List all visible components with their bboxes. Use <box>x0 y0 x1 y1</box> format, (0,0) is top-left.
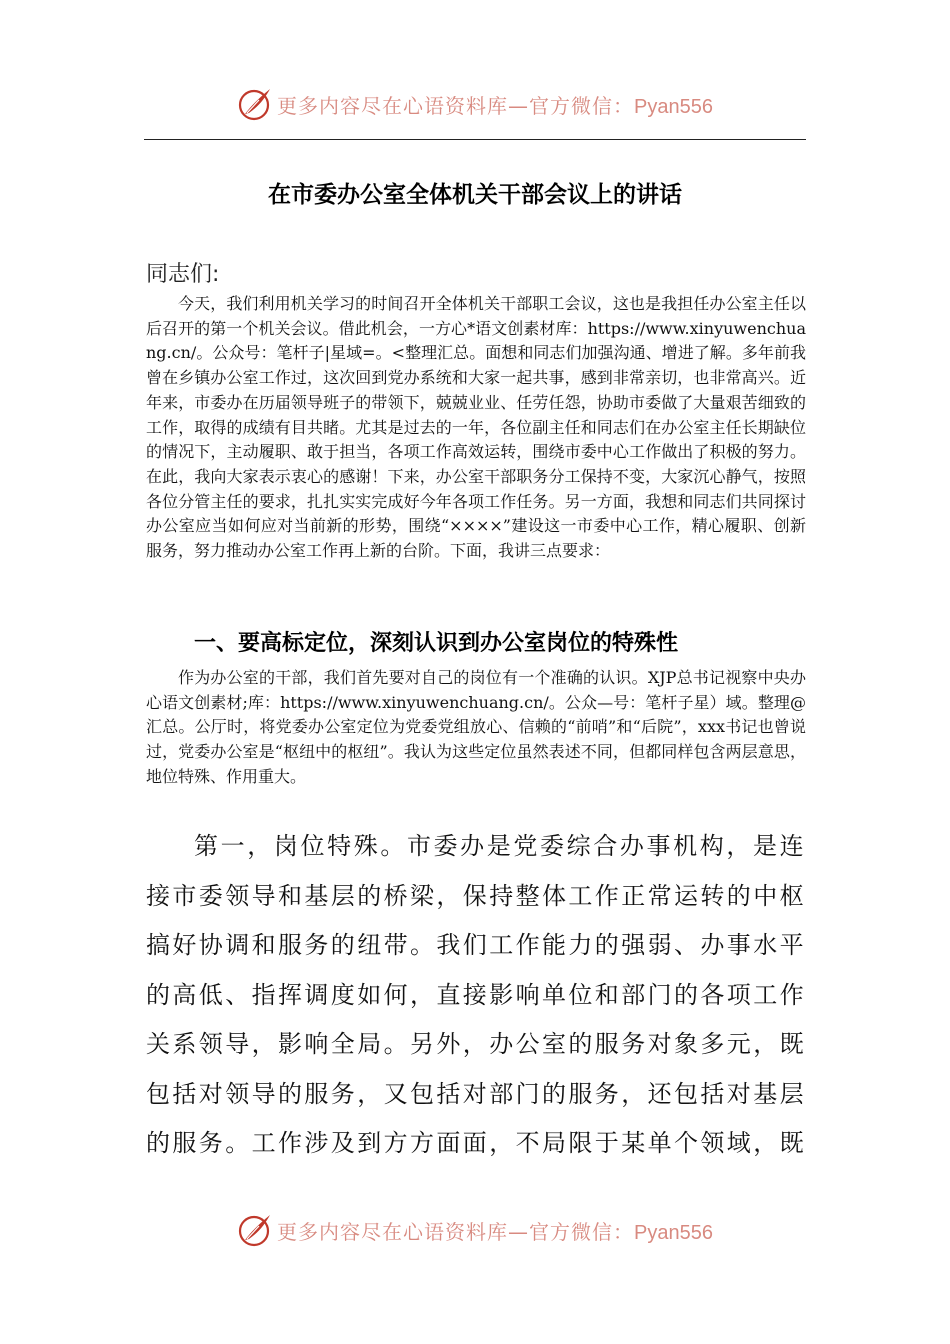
section-heading-1: 一、要高标定位，深刻认识到办公室岗位的特殊性 <box>194 631 679 656</box>
header-divider <box>144 139 806 140</box>
watermark-handle: Pyan556 <box>634 1221 713 1244</box>
document-title: 在市委办公室全体机关干部会议上的讲话 <box>268 182 682 208</box>
quill-pen-logo-icon <box>237 1212 273 1248</box>
watermark-text: 更多内容尽在心语资料库—官方微信：Pyan556 <box>277 93 713 118</box>
quill-pen-logo-icon <box>237 86 273 122</box>
greeting: 同志们: <box>146 262 220 287</box>
watermark-text: 更多内容尽在心语资料库—官方微信：Pyan556 <box>277 1219 713 1244</box>
watermark-banner-top <box>0 84 950 124</box>
watermark-handle: Pyan556 <box>634 95 713 118</box>
watermark-banner-bottom <box>0 1210 950 1250</box>
body-paragraph-3: 第一，岗位特殊。市委办是党委综合办事机构，是连接市委领导和基层的桥梁，保持整体工作正常运转的中枢搞好协调和服务的纽带。我们工作能力的强弱、办事水平的高低、指挥调度如何，直接影响单位和部门的各项工作关系领导，影响全局。另外，办公室的服务对象多元，既包括对领导的服务，又包括对部门的服务，还包括对基层的服务。工作涉及到方方面面，不局限于某单个领域，既 <box>146 832 806 1157</box>
body-paragraph-2: 作为办公室的干部，我们首先要对自己的岗位有一个准确的认识。XJP总书记视察中央办心语文创素材;库：https://www.xinyuwenchuang.cn/。公众—号：笔杆子星）域。整理@汇总。公厅时，将党委办公室定位为党委党组放心、信赖的“前哨”和“后院”，xxx书记也曾说过，党委办公室是“枢纽中的枢纽”。我认为这些定位虽然表述不同，但都同样包含两层意思，地位特殊、作用重大。 <box>146 668 806 786</box>
body-paragraph-1: 今天，我们利用机关学习的时间召开全体机关干部职工会议，这也是我担任办公室主任以后召开的第一个机关会议。借此机会，一方心*语文创素材库：https://www.xinyuwenchuang.cn/。公众号：笔杆子|星域=。<整理汇总。面想和同志们加强沟通、增进了解。多年前我曾在乡镇办公室工作过，这次回到党办系统和大家一起共事，感到非常亲切，也非常高兴。近年来，市委办在历届领导班子的带领下，兢兢业业、任劳任怨，协助市委做了大量艰苦细致的工作，取得的成绩有目共睹。尤其是过去的一年，各位副主任和同志们在办公室主任长期缺位的情况下，主动履职、敢于担当，各项工作高效运转，围绕市委中心工作做出了积极的努力。在此，我向大家表示衷心的感谢！下来，办公室干部职务分工保持不变，大家沉心静气，按照各位分管主任的要求，扎扎实实完成好今年各项工作任务。另一方面，我想和同志们共同探讨办公室应当如何应对当前新的形势，围绕“××××”建设这一市委中心工作，精心履职、创新服务，努力推动办公室工作再上新的台阶。下面，我讲三点要求： <box>146 294 806 561</box>
